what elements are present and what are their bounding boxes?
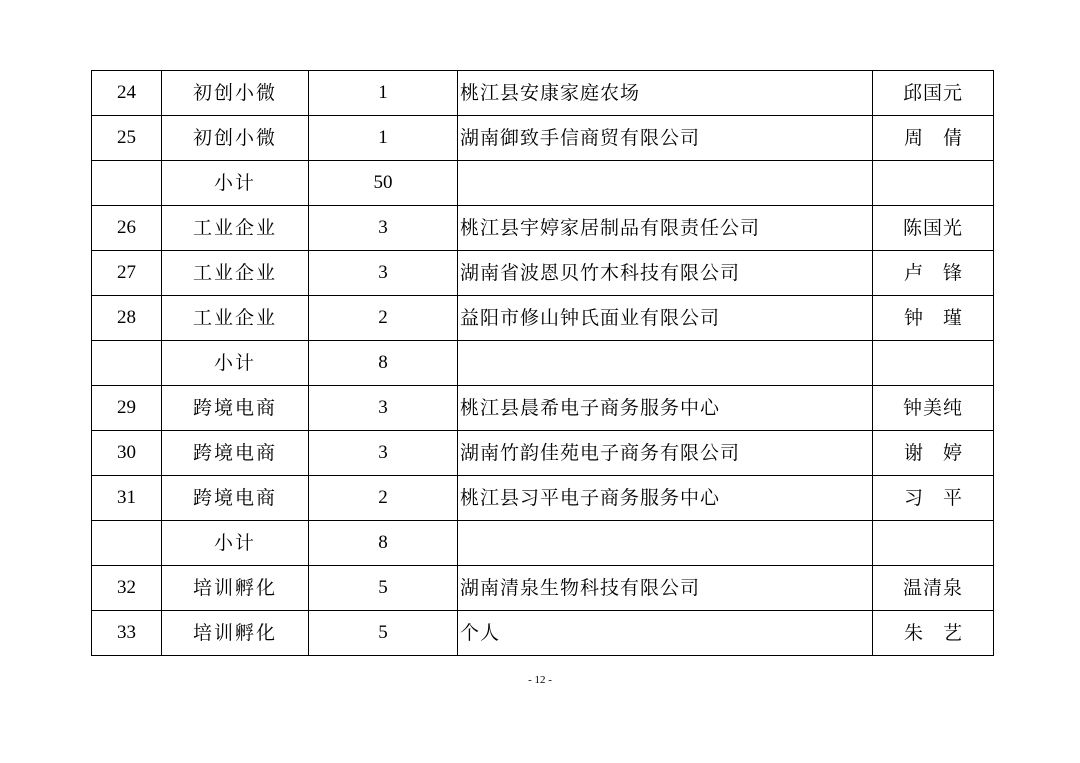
row-number-cell: 33 bbox=[92, 611, 162, 656]
count-cell: 2 bbox=[309, 476, 458, 521]
table-row bbox=[92, 71, 994, 116]
subtotal-row bbox=[92, 521, 994, 566]
person-cell bbox=[873, 611, 994, 656]
table-row bbox=[92, 476, 994, 521]
person-cell bbox=[873, 431, 994, 476]
count-cell: 3 bbox=[309, 251, 458, 296]
organization-cell: 益阳市修山钟氏面业有限公司 bbox=[458, 296, 873, 341]
row-number-cell: 30 bbox=[92, 431, 162, 476]
person-cell bbox=[873, 341, 994, 386]
person-cell bbox=[873, 71, 994, 116]
category-cell: 工业企业 bbox=[162, 206, 309, 251]
subtotal-row bbox=[92, 341, 994, 386]
person-name: 周倩 bbox=[903, 127, 982, 149]
subtotal-count-cell: 8 bbox=[309, 341, 458, 386]
category-cell: 跨境电商 bbox=[162, 476, 309, 521]
table-row bbox=[92, 611, 994, 656]
table-row bbox=[92, 116, 994, 161]
count-cell: 5 bbox=[309, 566, 458, 611]
category-cell: 跨境电商 bbox=[162, 386, 309, 431]
row-number-cell: 29 bbox=[92, 386, 162, 431]
organization-cell: 湖南清泉生物科技有限公司 bbox=[458, 566, 873, 611]
count-cell: 3 bbox=[309, 386, 458, 431]
count-cell: 1 bbox=[309, 71, 458, 116]
table-row bbox=[92, 206, 994, 251]
person-name: 谢婷 bbox=[903, 442, 982, 464]
organization-cell: 湖南省波恩贝竹木科技有限公司 bbox=[458, 251, 873, 296]
person-name: 陈国光 bbox=[902, 217, 963, 239]
organization-cell: 桃江县宇婷家居制品有限责任公司 bbox=[458, 206, 873, 251]
person-cell bbox=[873, 476, 994, 521]
subtotal-count-cell: 50 bbox=[309, 161, 458, 206]
subtotal-label-cell: 小计 bbox=[162, 161, 309, 206]
organization-cell bbox=[458, 341, 873, 386]
category-cell: 初创小微 bbox=[162, 116, 309, 161]
category-cell: 初创小微 bbox=[162, 71, 309, 116]
organization-cell: 桃江县晨希电子商务服务中心 bbox=[458, 386, 873, 431]
row-number-cell: 24 bbox=[92, 71, 162, 116]
row-number-cell: 32 bbox=[92, 566, 162, 611]
roster-table bbox=[91, 70, 994, 656]
person-name: 习平 bbox=[903, 487, 982, 509]
person-cell bbox=[873, 566, 994, 611]
row-number-cell bbox=[92, 521, 162, 566]
person-cell bbox=[873, 296, 994, 341]
organization-cell: 桃江县安康家庭农场 bbox=[458, 71, 873, 116]
organization-cell bbox=[458, 161, 873, 206]
roster-table-body bbox=[92, 71, 994, 656]
person-name: 朱艺 bbox=[903, 622, 982, 644]
row-number-cell bbox=[92, 341, 162, 386]
person-cell bbox=[873, 251, 994, 296]
count-cell: 3 bbox=[309, 206, 458, 251]
person-cell bbox=[873, 161, 994, 206]
count-cell: 3 bbox=[309, 431, 458, 476]
subtotal-label-cell: 小计 bbox=[162, 521, 309, 566]
person-cell bbox=[873, 116, 994, 161]
count-cell: 5 bbox=[309, 611, 458, 656]
count-cell: 1 bbox=[309, 116, 458, 161]
organization-cell: 个人 bbox=[458, 611, 873, 656]
organization-cell: 湖南御致手信商贸有限公司 bbox=[458, 116, 873, 161]
category-cell: 跨境电商 bbox=[162, 431, 309, 476]
row-number-cell: 28 bbox=[92, 296, 162, 341]
organization-cell: 湖南竹韵佳苑电子商务有限公司 bbox=[458, 431, 873, 476]
table-row bbox=[92, 431, 994, 476]
person-name: 钟美纯 bbox=[902, 397, 963, 419]
subtotal-count-cell: 8 bbox=[309, 521, 458, 566]
person-name: 邱国元 bbox=[902, 82, 963, 104]
count-cell: 2 bbox=[309, 296, 458, 341]
person-cell bbox=[873, 206, 994, 251]
category-cell: 工业企业 bbox=[162, 251, 309, 296]
person-name: 温清泉 bbox=[902, 577, 963, 599]
row-number-cell: 27 bbox=[92, 251, 162, 296]
organization-cell: 桃江县习平电子商务服务中心 bbox=[458, 476, 873, 521]
person-name: 钟瑾 bbox=[903, 307, 982, 329]
subtotal-label-cell: 小计 bbox=[162, 341, 309, 386]
row-number-cell bbox=[92, 161, 162, 206]
organization-cell bbox=[458, 521, 873, 566]
category-cell: 工业企业 bbox=[162, 296, 309, 341]
person-cell bbox=[873, 521, 994, 566]
table-row bbox=[92, 566, 994, 611]
page-number: - 12 - bbox=[528, 674, 552, 686]
row-number-cell: 26 bbox=[92, 206, 162, 251]
table-row bbox=[92, 296, 994, 341]
person-cell bbox=[873, 386, 994, 431]
category-cell: 培训孵化 bbox=[162, 611, 309, 656]
subtotal-row bbox=[92, 161, 994, 206]
table-row bbox=[92, 251, 994, 296]
row-number-cell: 25 bbox=[92, 116, 162, 161]
person-name: 卢锋 bbox=[903, 262, 982, 284]
table-row bbox=[92, 386, 994, 431]
category-cell: 培训孵化 bbox=[162, 566, 309, 611]
row-number-cell: 31 bbox=[92, 476, 162, 521]
